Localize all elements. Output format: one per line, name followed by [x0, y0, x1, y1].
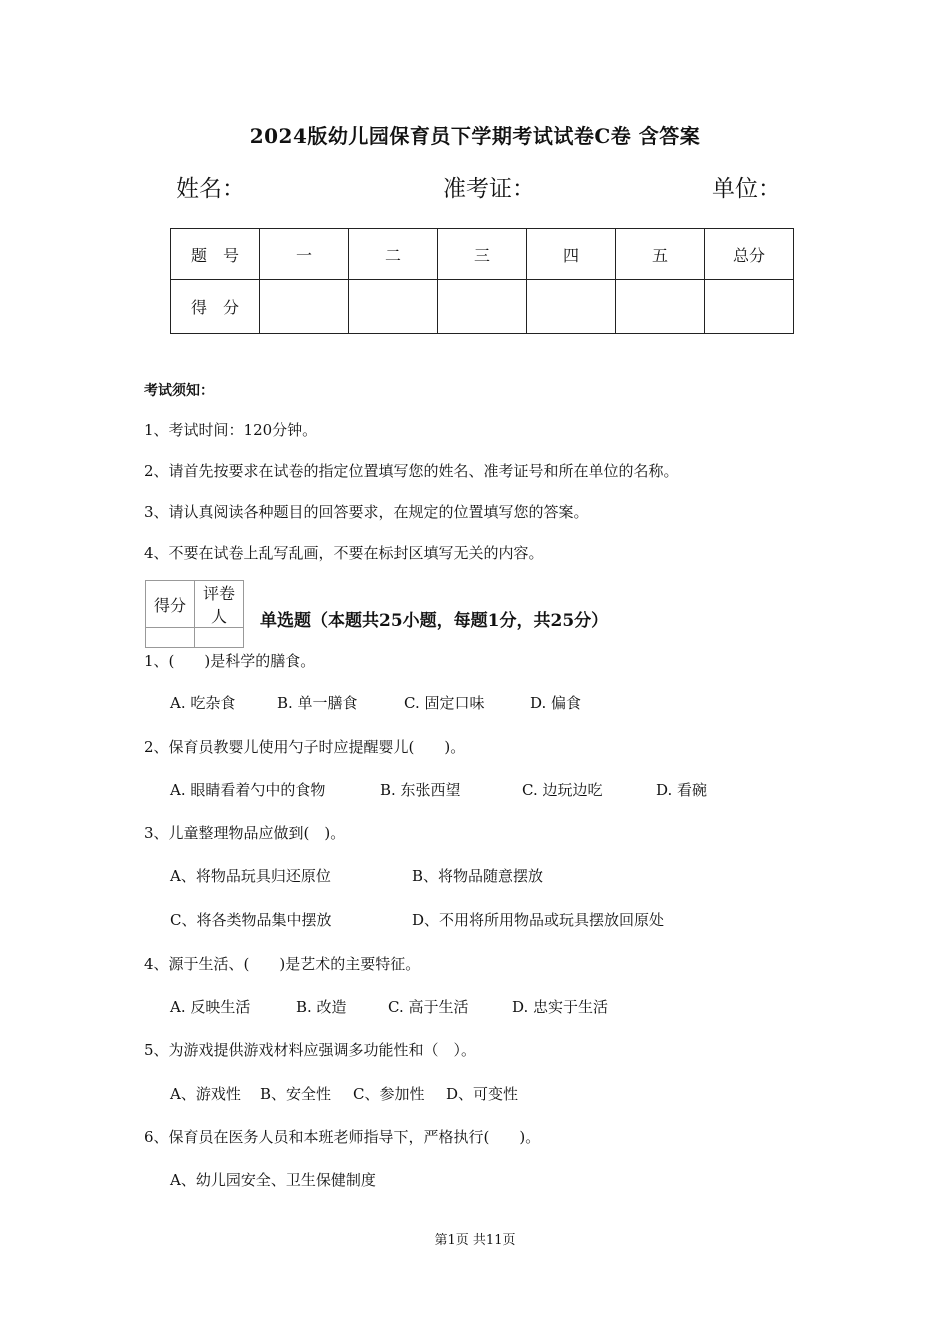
score-cell: 二: [349, 229, 438, 280]
document-title: 2024版幼儿园保育员下学期考试试卷C卷 含答案: [249, 124, 701, 148]
score-table-score-row: [171, 280, 794, 334]
notice-item: 1、考试时间：120分钟。: [144, 421, 318, 439]
question-option: C、参加性: [353, 1085, 425, 1103]
score-input-cell[interactable]: [349, 280, 438, 334]
question-stem: 5、为游戏提供游戏材料应强调多功能性和（ ）。: [144, 1041, 477, 1059]
question-option: C. 边玩边吃: [522, 781, 603, 799]
question-option: B. 单一膳食: [277, 694, 358, 712]
question-option: A. 吃杂食: [170, 694, 236, 712]
score-cell: 题 号: [171, 229, 260, 280]
question-stem: 2、保育员教婴儿使用勺子时应提醒婴儿( )。: [144, 738, 466, 756]
score-table-header-row: [171, 229, 794, 280]
question-stem: 1、( )是科学的膳食。: [144, 652, 316, 670]
question-option: A、将物品玩具归还原位: [170, 867, 331, 885]
notice-item: 2、请首先按要求在试卷的指定位置填写您的姓名、准考证号和所在单位的名称。: [144, 462, 679, 480]
question-option: B. 东张西望: [380, 781, 461, 799]
notice-item: 3、请认真阅读各种题目的回答要求，在规定的位置填写您的答案。: [144, 503, 589, 521]
question-option: C、将各类物品集中摆放: [170, 911, 332, 929]
question-option: A. 眼睛看着勺中的食物: [170, 781, 326, 799]
section-title: 单选题（本题共25小题，每题1分，共25分）: [260, 611, 609, 631]
notice-item: 4、不要在试卷上乱写乱画，不要在标封区填写无关的内容。: [144, 544, 544, 562]
question-option: D. 忠实于生活: [512, 998, 609, 1016]
question-option: A. 反映生活: [170, 998, 251, 1016]
question-option: D. 看碗: [656, 781, 708, 799]
score-cell: 得 分: [171, 280, 260, 334]
question-option: A、游戏性: [170, 1085, 241, 1103]
score-cell: 三: [438, 229, 527, 280]
grader-name-cell[interactable]: [195, 628, 244, 648]
notice-heading: 考试须知：: [144, 383, 214, 399]
grader-box: [145, 580, 244, 648]
question-option: D、不用将所用物品或玩具摆放回原处: [412, 911, 665, 929]
question-option: A、幼儿园安全、卫生保健制度: [170, 1171, 376, 1189]
question-stem: 3、儿童整理物品应做到( )。: [144, 824, 346, 842]
score-cell: 一: [260, 229, 349, 280]
score-table: [170, 228, 794, 334]
question-stem: 6、保育员在医务人员和本班老师指导下，严格执行( )。: [144, 1128, 541, 1146]
question-option: B. 改造: [296, 998, 347, 1016]
question-option: D、可变性: [446, 1085, 519, 1103]
exam-id-label: 准考证：: [443, 176, 535, 202]
name-label: 姓名：: [176, 176, 245, 202]
score-input-cell[interactable]: [438, 280, 527, 334]
score-input-cell[interactable]: [705, 280, 794, 334]
unit-label: 单位：: [712, 176, 781, 202]
grader-name-label: 评卷人: [195, 581, 244, 628]
question-option: C. 高于生活: [388, 998, 469, 1016]
grader-score-label: 得分: [146, 581, 195, 628]
score-cell: 五: [616, 229, 705, 280]
score-input-cell[interactable]: [260, 280, 349, 334]
score-cell: 总分: [705, 229, 794, 280]
grader-score-cell[interactable]: [146, 628, 195, 648]
question-option: B、安全性: [260, 1085, 332, 1103]
question-stem: 4、源于生活、( )是艺术的主要特征。: [144, 955, 421, 973]
page-footer: 第1页 共11页: [434, 1233, 516, 1248]
score-cell: 四: [527, 229, 616, 280]
question-option: C. 固定口味: [404, 694, 485, 712]
question-option: D. 偏食: [530, 694, 582, 712]
score-input-cell[interactable]: [616, 280, 705, 334]
score-input-cell[interactable]: [527, 280, 616, 334]
question-option: B、将物品随意摆放: [412, 867, 544, 885]
